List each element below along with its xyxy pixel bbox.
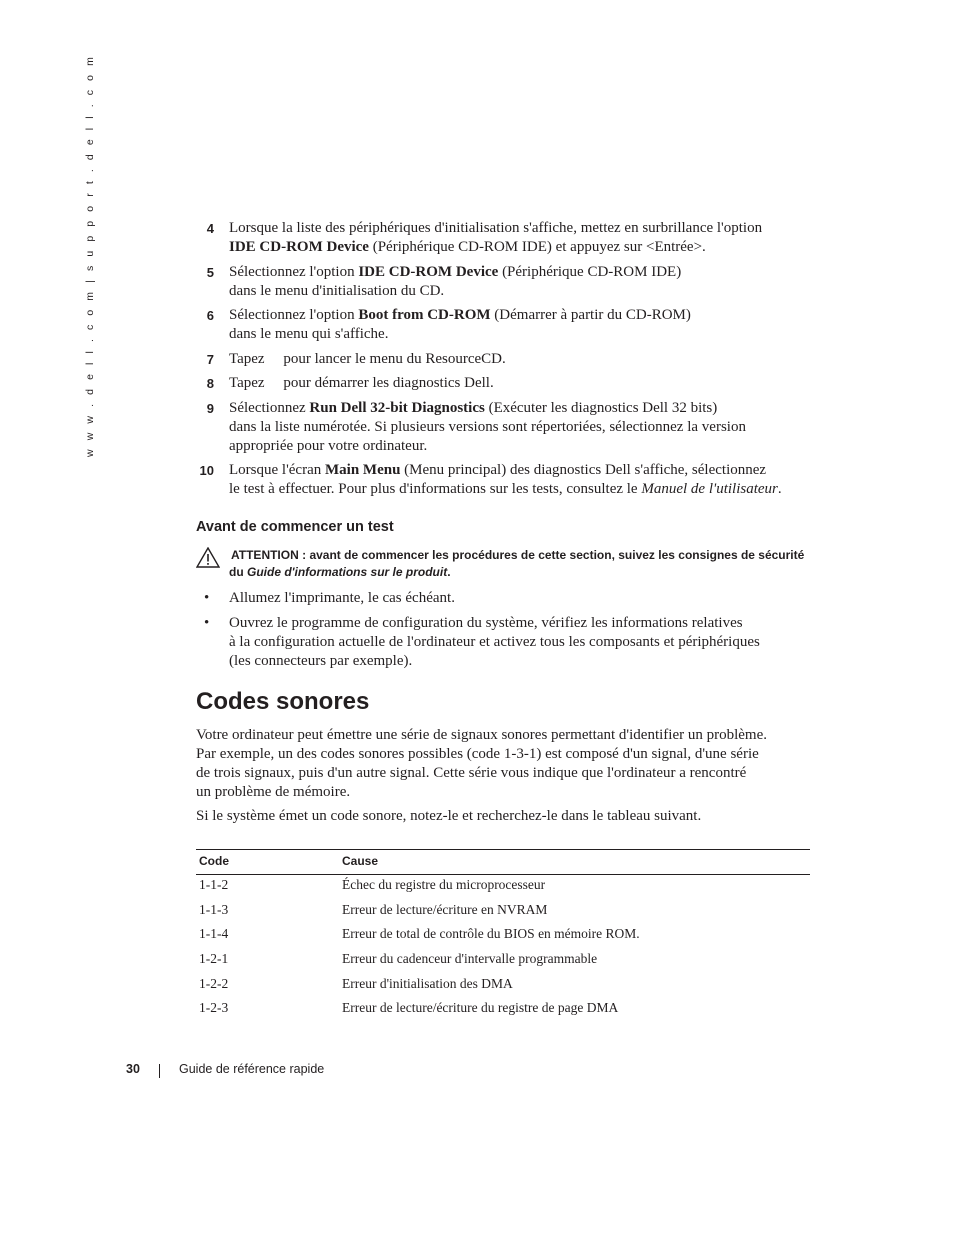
cause-cell: Erreur de total de contrôle du BIOS en mémoire ROM.	[342, 926, 640, 942]
step-text: Tapez pour lancer le menu du ResourceCD.	[229, 350, 506, 367]
step-option: Main Menu	[325, 462, 401, 478]
step-6	[196, 306, 816, 344]
beep-codes-table	[196, 849, 810, 1023]
code-cell: 1-1-3	[199, 901, 229, 917]
step-text: .	[777, 481, 782, 497]
table-row	[196, 875, 810, 900]
step-number: 7	[206, 351, 214, 367]
bullet-dot: •	[204, 615, 210, 631]
cause-cell: Échec du registre du microprocesseur	[342, 877, 546, 892]
attention-text-2: du	[229, 565, 247, 579]
table-row	[196, 900, 810, 925]
paragraph-line: de trois signaux, puis d'un autre signal. Cette série vous indique que l'ordinateur a rencontré	[196, 765, 747, 781]
table-row	[196, 949, 810, 974]
step-8	[196, 374, 816, 393]
step-4	[196, 219, 816, 257]
step-text: (Périphérique CD-ROM IDE)	[498, 263, 682, 280]
table-row	[196, 998, 810, 1023]
manual-reference: Manuel de l'utilisateur	[641, 481, 778, 497]
step-text: Sélectionnez l'option	[229, 307, 359, 323]
step-option: IDE CD-ROM Device	[229, 239, 369, 255]
attention-text: avant de commencer les procédures de cette section, suivez les consignes de sécurité	[306, 548, 805, 562]
step-5	[196, 263, 816, 301]
step-text: Tapez pour démarrer les diagnostics Dell.	[229, 375, 494, 391]
step-text: (Périphérique CD-ROM IDE) et appuyez sur <Entrée>.	[368, 239, 706, 255]
code-cell: 1-1-2	[199, 877, 229, 892]
cause-cell: Erreur d'initialisation des DMA	[342, 975, 513, 991]
page-number: 30	[126, 1062, 140, 1076]
attention-end: .	[447, 565, 451, 579]
table-row	[196, 974, 810, 999]
cause-cell: Erreur de lecture/écriture du registre de page DMA	[342, 1000, 619, 1016]
bullet-dot: •	[204, 590, 210, 606]
step-option: Boot from CD-ROM	[358, 307, 491, 323]
footer-divider	[159, 1064, 160, 1078]
step-text: Sélectionnez l'option	[229, 263, 359, 280]
code-cell: 1-2-2	[199, 975, 229, 991]
paragraph-line: Par exemple, un des codes sonores possibles (code 1-3-1) est composé d'un signal, d'une série	[196, 746, 759, 762]
footer-title: Guide de référence rapide	[179, 1062, 325, 1076]
cause-cell: Erreur du cadenceur d'intervalle programmable	[342, 951, 598, 967]
step-number: 4	[206, 221, 214, 236]
step-number: 5	[206, 264, 214, 280]
bullet-text: (les connecteurs par exemple).	[229, 653, 413, 669]
step-text: (Démarrer à partir du CD-ROM)	[490, 307, 691, 323]
step-7	[196, 350, 816, 369]
step-9	[196, 399, 816, 456]
page-heading: Codes sonores	[196, 688, 370, 715]
column-header-code: Code	[196, 850, 339, 875]
step-text: Lorsque la liste des périphériques d'initialisation s'affiche, mettez en surbrillance l'option	[229, 220, 763, 236]
column-header-cause: Cause	[339, 850, 810, 875]
step-text: dans le menu qui s'affiche.	[229, 326, 389, 342]
table-row	[196, 924, 810, 949]
paragraph-line: Votre ordinateur peut émettre une série de signaux sonores permettant d'identifier un problème.	[196, 727, 767, 743]
warning-triangle-icon	[196, 547, 220, 568]
intro-paragraph	[196, 726, 816, 802]
bullet-item	[196, 589, 816, 608]
bullet-list	[196, 589, 816, 677]
attention-notice	[196, 547, 816, 581]
guide-reference: Guide d'informations sur le produit	[247, 565, 448, 579]
step-option: Run Dell 32-bit Diagnostics	[309, 399, 485, 416]
bullet-item	[196, 614, 816, 671]
step-number: 10	[199, 463, 214, 478]
step-number: 9	[206, 400, 214, 416]
step-number: 6	[206, 308, 214, 323]
cause-cell: Erreur de lecture/écriture en NVRAM	[342, 901, 548, 917]
step-10	[196, 461, 816, 499]
step-text: (Exécuter les diagnostics Dell 32 bits)	[484, 399, 718, 416]
side-url: w w w . d e l l . c o m | s u p p o r t . d e l l . c o m	[84, 54, 96, 457]
step-text: dans la liste numérotée. Si plusieurs versions sont répertoriées, sélectionnez la version	[229, 418, 746, 435]
bullet-text: Allumez l'imprimante, le cas échéant.	[229, 590, 455, 606]
table-header-row	[196, 850, 810, 875]
step-text: appropriée pour votre ordinateur.	[229, 437, 428, 454]
step-text: dans le menu d'initialisation du CD.	[229, 282, 445, 299]
section-subheading: Avant de commencer un test	[196, 519, 394, 535]
code-cell: 1-2-1	[199, 951, 229, 967]
step-text: Sélectionnez	[229, 399, 310, 416]
step-text: Lorsque l'écran	[229, 462, 325, 478]
instruction-paragraph: Si le système émet un code sonore, notez-le et recherchez-le dans le tableau suivant.	[196, 808, 702, 824]
code-cell: 1-1-4	[199, 926, 229, 942]
steps-list	[196, 219, 816, 505]
bullet-text: à la configuration actuelle de l'ordinateur et activez tous les composants et périphériques	[229, 634, 760, 650]
page-footer	[126, 1062, 325, 1076]
code-cell: 1-2-3	[199, 1000, 229, 1016]
bullet-text: Ouvrez le programme de configuration du système, vérifiez les informations relatives	[229, 615, 743, 631]
attention-label: ATTENTION :	[231, 548, 307, 562]
step-option: IDE CD-ROM Device	[358, 263, 499, 280]
step-text: (Menu principal) des diagnostics Dell s'affiche, sélectionnez	[400, 462, 767, 478]
paragraph-line: un problème de mémoire.	[196, 784, 351, 800]
step-number: 8	[206, 376, 214, 391]
step-text: le test à effectuer. Pour plus d'informations sur les tests, consultez le	[229, 481, 642, 497]
